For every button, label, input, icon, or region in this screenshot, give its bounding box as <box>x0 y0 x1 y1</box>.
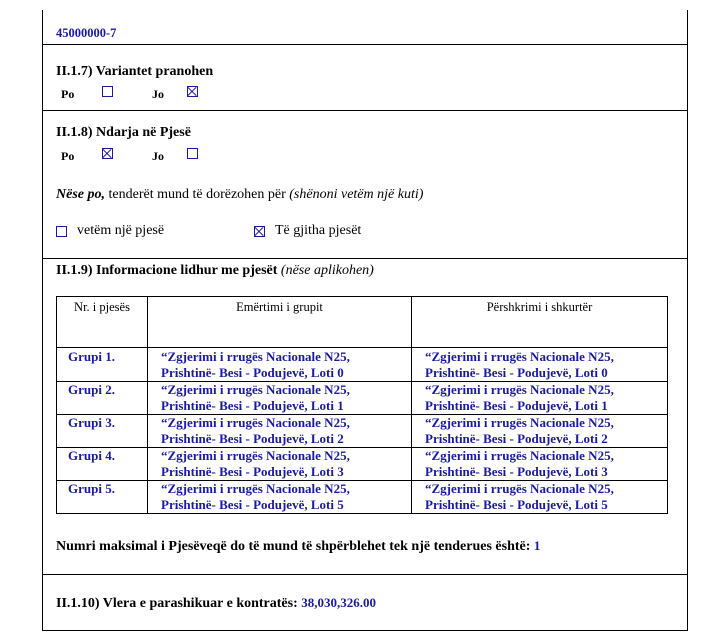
lots-instruction-em: Nëse po, <box>56 187 105 202</box>
max-lots-label: Numri maksimal i Pjesëveqë do të mund të shpërblehet tek një tenderues është: <box>56 539 531 554</box>
lot-name-line: Prishtinë- Besi - Podujevë, Loti 5 <box>161 497 344 512</box>
lot-name-line: “Zgjerimi i rrugës Nacionale N25, <box>161 415 350 430</box>
lot-name-line: “Zgjerimi i rrugës Nacionale N25, <box>161 382 350 397</box>
lot-desc-cell <box>412 481 668 514</box>
lot-desc-cell <box>412 448 668 481</box>
column-header: Emërtimi i grupit <box>148 297 412 348</box>
contract-value-label: II.1.10) Vlera e parashikuar e kontratës: <box>56 596 298 611</box>
lot-desc-cell <box>412 348 668 382</box>
lots-no-checkbox[interactable] <box>187 148 198 159</box>
variants-heading: II.1.7) Variantet pranohen <box>56 64 214 79</box>
lots-instruction <box>56 187 423 203</box>
lot-name-cell <box>148 448 412 481</box>
lot-number: Grupi 1. <box>57 348 148 382</box>
divider <box>42 630 688 631</box>
table-row <box>57 481 668 514</box>
variants-yes-checkbox[interactable] <box>102 86 113 97</box>
contract-value-line <box>56 595 376 612</box>
lot-name-line: “Zgjerimi i rrugës Nacionale N25, <box>161 481 350 496</box>
lot-name-cell <box>148 382 412 415</box>
lot-desc-line: Prishtinë- Besi - Podujevë, Loti 3 <box>425 464 608 479</box>
lot-name-cell <box>148 415 412 448</box>
lot-desc-line: “Zgjerimi i rrugës Nacionale N25, <box>425 415 614 430</box>
lots-table <box>56 296 668 514</box>
variants-yes-label: Po <box>61 87 75 101</box>
lot-name-line: “Zgjerimi i rrugës Nacionale N25, <box>161 349 350 364</box>
lot-name-line: Prishtinë- Besi - Podujevë, Loti 1 <box>161 398 344 413</box>
column-header: Përshkrimi i shkurtër <box>412 297 668 348</box>
lot-number: Grupi 5. <box>57 481 148 514</box>
variants-no-label: Jo <box>152 87 164 101</box>
lots-no-label: Jo <box>152 149 164 163</box>
lot-desc-line: Prishtinë- Besi - Podujevë, Loti 1 <box>425 398 608 413</box>
lot-name-line: Prishtinë- Besi - Podujevë, Loti 2 <box>161 431 344 446</box>
table-row <box>57 382 668 415</box>
lot-info-heading-note: (nëse aplikohen) <box>280 263 374 278</box>
contract-value-amount: 38,030,326.00 <box>301 595 377 610</box>
lot-desc-cell <box>412 415 668 448</box>
all-lots-label: Të gjitha pjesët <box>275 223 362 238</box>
table-row <box>57 348 668 382</box>
max-lots-value: 1 <box>533 538 541 553</box>
lots-instruction-text: tenderët mund të dorëzohen për <box>105 187 290 202</box>
lots-yes-label: Po <box>61 149 75 163</box>
lot-name-cell <box>148 481 412 514</box>
lot-desc-line: “Zgjerimi i rrugës Nacionale N25, <box>425 382 614 397</box>
table-row <box>57 415 668 448</box>
lot-number: Grupi 2. <box>57 382 148 415</box>
lot-desc-line: “Zgjerimi i rrugës Nacionale N25, <box>425 349 614 364</box>
lot-name-line: Prishtinë- Besi - Podujevë, Loti 3 <box>161 464 344 479</box>
lot-name-cell <box>148 348 412 382</box>
lot-name-line: “Zgjerimi i rrugës Nacionale N25, <box>161 448 350 463</box>
variants-no-checkbox[interactable] <box>187 86 198 97</box>
lot-number: Grupi 3. <box>57 415 148 448</box>
max-lots-line <box>56 538 540 555</box>
lot-desc-line: Prishtinë- Besi - Podujevë, Loti 5 <box>425 497 608 512</box>
lot-info-heading <box>56 263 374 279</box>
lots-yes-checkbox[interactable] <box>102 148 113 159</box>
divider <box>42 110 688 111</box>
one-lot-label: vetëm një pjesë <box>77 223 165 238</box>
cpv-code: 45000000-7 <box>56 26 117 40</box>
lots-instruction-note: (shënoni vetëm një kuti) <box>289 187 424 202</box>
table-header-row <box>57 297 668 348</box>
column-header: Nr. i pjesës <box>57 297 148 348</box>
all-lots-checkbox[interactable] <box>254 226 265 237</box>
lot-number: Grupi 4. <box>57 448 148 481</box>
lot-name-line: Prishtinë- Besi - Podujevë, Loti 0 <box>161 365 344 380</box>
divider <box>42 258 688 259</box>
lots-heading: II.1.8) Ndarja në Pjesë <box>56 125 191 140</box>
divider <box>42 44 688 45</box>
one-lot-checkbox[interactable] <box>56 226 67 237</box>
lot-desc-line: “Zgjerimi i rrugës Nacionale N25, <box>425 481 614 496</box>
lot-desc-line: Prishtinë- Besi - Podujevë, Loti 0 <box>425 365 608 380</box>
lot-desc-line: Prishtinë- Besi - Podujevë, Loti 2 <box>425 431 608 446</box>
lot-info-heading-text: II.1.9) Informacione lidhur me pjesët <box>56 263 278 278</box>
table-row <box>57 448 668 481</box>
divider <box>42 574 688 575</box>
lot-desc-cell <box>412 382 668 415</box>
lot-desc-line: “Zgjerimi i rrugës Nacionale N25, <box>425 448 614 463</box>
